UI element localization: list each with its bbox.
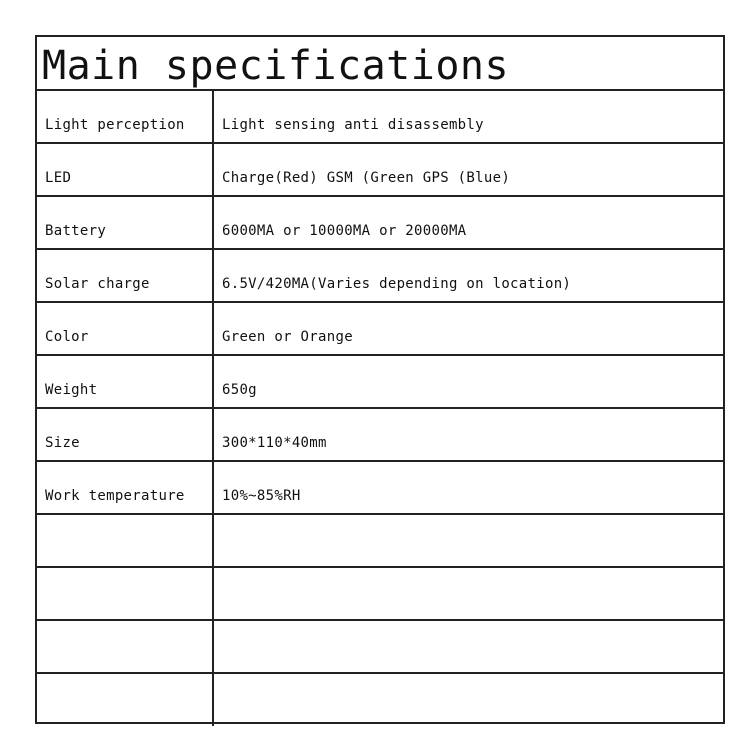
spec-value-cell: [214, 303, 723, 354]
spec-value-cell: [214, 144, 723, 195]
spec-value-cell: [214, 409, 723, 460]
spec-value: 6.5V/420MA(Varies depending on location): [222, 276, 572, 292]
title-row: [37, 37, 723, 91]
spec-value-cell: [214, 515, 723, 566]
table-row: [37, 515, 723, 568]
spec-label-cell: [37, 674, 214, 726]
spec-label-cell: [37, 250, 214, 301]
spec-label: Weight: [45, 382, 98, 398]
spec-label-cell: [37, 144, 214, 195]
spec-value: Light sensing anti disassembly: [222, 117, 484, 133]
page-title: Main specifications: [42, 43, 510, 89]
table-row: [37, 91, 723, 144]
spec-label-cell: [37, 568, 214, 619]
spec-label-cell: [37, 462, 214, 513]
spec-label-cell: [37, 356, 214, 407]
spec-value: Green or Orange: [222, 329, 353, 345]
table-row: [37, 568, 723, 621]
table-row: [37, 621, 723, 674]
spec-value: 300*110*40mm: [222, 435, 327, 451]
spec-value-cell: [214, 568, 723, 619]
spec-label: Solar charge: [45, 276, 150, 292]
table-row: [37, 303, 723, 356]
spec-label-cell: [37, 91, 214, 142]
spec-label: Size: [45, 435, 80, 451]
spec-value: 10%~85%RH: [222, 488, 301, 504]
spec-value-cell: [214, 91, 723, 142]
spec-value-cell: [214, 462, 723, 513]
spec-value-cell: [214, 356, 723, 407]
spec-label: Battery: [45, 223, 107, 239]
spec-label-cell: [37, 303, 214, 354]
spec-value: 6000MA or 10000MA or 20000MA: [222, 223, 467, 239]
table-row: [37, 674, 723, 726]
table-row: [37, 250, 723, 303]
specifications-table: [35, 35, 725, 724]
spec-value: 650g: [222, 382, 257, 398]
table-row: [37, 197, 723, 250]
table-row: [37, 462, 723, 515]
spec-value-cell: [214, 674, 723, 726]
spec-value-cell: [214, 621, 723, 672]
spec-rows: [37, 91, 723, 722]
spec-label: Work temperature: [45, 488, 185, 504]
spec-label: Color: [45, 329, 89, 345]
spec-label: Light perception: [45, 117, 185, 133]
spec-label-cell: [37, 515, 214, 566]
spec-value-cell: [214, 197, 723, 248]
table-row: [37, 356, 723, 409]
spec-label-cell: [37, 409, 214, 460]
spec-label: LED: [45, 170, 72, 186]
spec-label-cell: [37, 197, 214, 248]
table-row: [37, 409, 723, 462]
table-row: [37, 144, 723, 197]
spec-value: Charge(Red) GSM (Green GPS (Blue): [222, 170, 511, 186]
spec-value-cell: [214, 250, 723, 301]
spec-label-cell: [37, 621, 214, 672]
